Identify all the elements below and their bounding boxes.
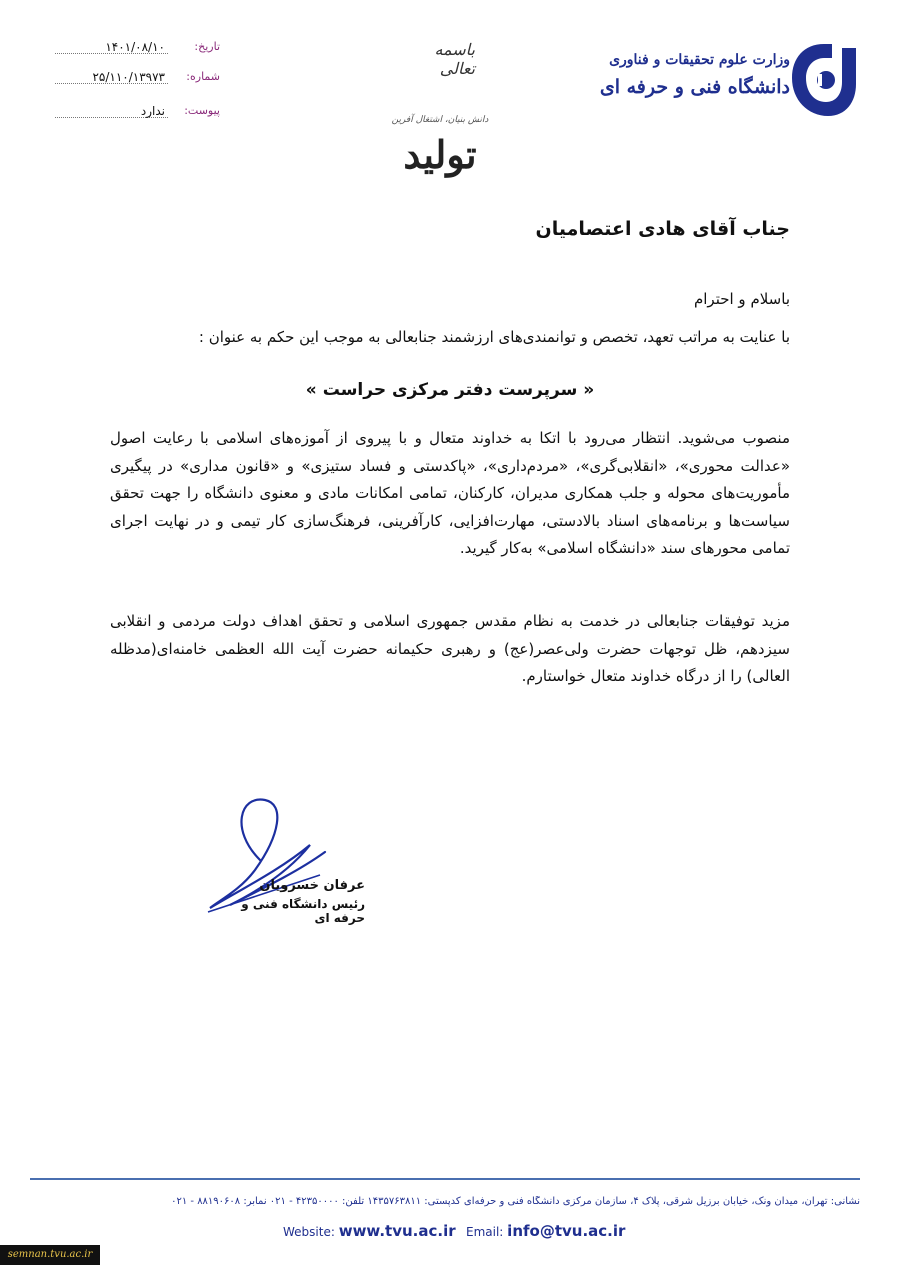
footer-divider <box>30 1178 860 1180</box>
source-tag: semnan.tvu.ac.ir <box>0 1245 100 1265</box>
footer-address: نشانی: تهران، میدان ونک، خیابان برزیل شرقی، پلاک ۴، سازمان مرکزی دانشگاه فنی و حرفه‌ای کدپستی: ۱۴۳۵۷۶۳۸۱۱ تلفن: ۴۲۳۵۰۰۰۰ - ۰۲۱ نمابر: ۸۸۱۹۰۶۰۸ - ۰۲۱ <box>171 1196 860 1207</box>
meta-number-label: شماره: <box>186 70 220 83</box>
meta-date-label: تاریخ: <box>194 40 220 53</box>
university-name: دانشگاه فنی و حرفه ای <box>599 76 790 98</box>
email-link[interactable]: info@tvu.ac.ir <box>507 1222 626 1240</box>
addressee: جناب آقای هادی اعتصامیان <box>535 218 790 240</box>
website-label: Website: <box>283 1225 335 1239</box>
slogan-emblem <box>380 100 500 185</box>
intro-line: با عنایت به مراتب تعهد، تخصص و توانمندی‌های ارزشمند جنابعالی به موجب این حکم به عنوان : <box>198 328 790 346</box>
university-logo-icon <box>788 40 860 120</box>
meta-number <box>55 70 220 90</box>
email-label: Email: <box>466 1225 504 1239</box>
paragraph-1: منصوب می‌شوید. انتظار می‌رود با اتکا به خداوند متعال و با پیروی از آموزه‌های اسلامی با رعایت اصول «عدالت محوری»، «انقلابی‌گری»، «مردم‌داری»، «پاکدستی و فساد ستیزی» و «قانون مداری» در پیگیری مأموریت‌های محوله و جلب همکاری مدیران، کارکنان، تمامی امکانات مادی و معنوی دانشگاه را جهت تحقق سیاست‌ها و برنامه‌های اسناد بالادستی، مهارت‌افزایی، کارآفرینی، فرهنگ‌سازی کار تیمی و در نهایت اجرای تمامی محورهای سند «دانشگاه اسلامی» به‌کار گیرید. <box>110 429 790 557</box>
greeting: باسلام و احترام <box>693 290 790 308</box>
footer-email <box>466 1222 625 1240</box>
ministry-header <box>560 52 790 98</box>
meta-number-value: ۲۵/۱۱۰/۱۳۹۷۳ <box>92 70 165 84</box>
slogan-sub: دانش بنیان، اشتغال آفرین <box>391 115 489 125</box>
footer-website <box>283 1222 456 1240</box>
website-link[interactable]: www.tvu.ac.ir <box>338 1222 456 1240</box>
appointment-title: « سرپرست دفتر مرکزی حراست » <box>305 380 595 400</box>
signer-title: رئیس دانشگاه فنی و حرفه ای <box>241 897 365 925</box>
meta-attachment-value: ندارد <box>140 104 165 118</box>
meta-attachment-label: پیوست: <box>184 104 220 117</box>
signer-name: عرفان خسرویان <box>259 878 365 893</box>
paragraph-2: مزید توفیقات جنابعالی در خدمت به نظام مقدس جمهوری اسلامی و تحقق اهداف دولت مردمی و انقلابی سیزدهم، ظل توجهات حضرت ولی‌عصر(عج) و رهبری حکیمانه حضرت آیت الله العظمی خامنه‌ای(مدظله العالی) را از درگاه خداوند متعال خواستارم. <box>110 612 790 685</box>
ministry-name: وزارت علوم تحقیقات و فناوری <box>609 52 790 68</box>
basmala: باسمه تعالی <box>434 40 475 78</box>
slogan-main: تولید <box>403 132 477 177</box>
meta-date <box>55 40 220 60</box>
meta-attachment <box>55 104 220 124</box>
signer-block <box>225 878 365 925</box>
meta-date-value: ۱۴۰۱/۰۸/۱۰ <box>105 40 165 54</box>
